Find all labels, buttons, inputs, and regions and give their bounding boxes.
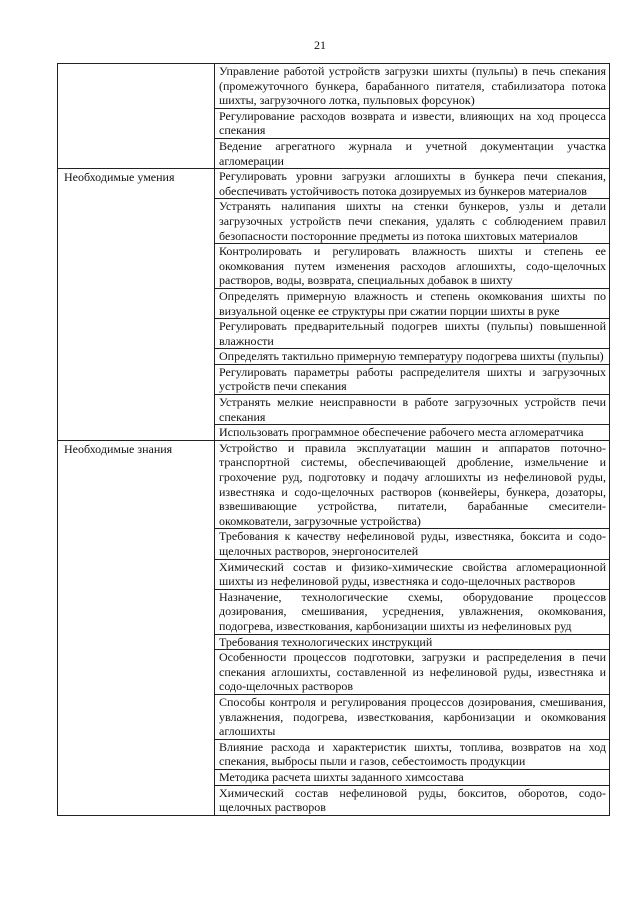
section-items-cell bbox=[215, 64, 610, 169]
list-item: Назначение, технологические схемы, оборудование процессов дозирования, смешивания, усреднения, увлажнения, окомкования, подогрева, известкования, карбонизации шихты из нефелиновых руд bbox=[215, 590, 609, 635]
list-item: Влияние расхода и характеристик шихты, топлива, возвратов на ход спекания, выбросы пыли и газов, себестоимость продукции bbox=[215, 740, 609, 770]
list-item: Регулировать предварительный подогрев шихты (пульпы) повышенной влажности bbox=[215, 319, 609, 349]
section-label: Необходимые умения bbox=[64, 170, 175, 185]
list-item: Требования к качеству нефелиновой руды, известняка, боксита и содо-щелочных растворов, энергоносителей bbox=[215, 529, 609, 559]
section-items-cell bbox=[215, 440, 610, 815]
list-item: Особенности процессов подготовки, загрузки и распределения в печи спекания аглошихты, составленной из нефелиновой руды, известняка и содо-щелочных растворов bbox=[215, 650, 609, 695]
section-items-cell bbox=[215, 169, 610, 441]
table-row bbox=[58, 440, 610, 815]
list-item: Требования технологических инструкций bbox=[215, 635, 609, 651]
list-item: Способы контроля и регулирования процессов дозирования, смешивания, увлажнения, подогрева, известкования, карбонизации и окомкования аглошихты bbox=[215, 695, 609, 740]
section-label-cell bbox=[58, 64, 215, 169]
list-item: Устранять налипания шихты на стенки бункеров, узлы и детали загрузочных устройств печи спекания, удалять с соблюдением правил безопасности посторонние предметы из потока шихтовых материалов bbox=[215, 199, 609, 244]
section-label-cell bbox=[58, 440, 215, 815]
list-item: Устранять мелкие неисправности в работе загрузочных устройств печи спекания bbox=[215, 395, 609, 425]
list-item: Контролировать и регулировать влажность шихты и степень ее окомкования путем изменения расходов аглошихты, содо-щелочных растворов, воды, возврата, специальных добавок в шихту bbox=[215, 244, 609, 289]
list-item: Химический состав и физико-химические свойства агломерационной шихты из нефелиновой руды, известняка и содо-щелочных растворов bbox=[215, 560, 609, 590]
table-row bbox=[58, 64, 610, 169]
qualification-table bbox=[57, 63, 610, 816]
list-item: Регулирование расходов возврата и извести, влияющих на ход процесса спекания bbox=[215, 109, 609, 139]
list-item: Ведение агрегатного журнала и учетной документации участка агломерации bbox=[219, 138, 606, 168]
list-item: Управление работой устройств загрузки шихты (пульпы) в печь спекания (промежуточного бункера, барабанного питателя, стабилизатора потока шихты, загрузочного лотка, пульповых форсунок) bbox=[215, 64, 609, 109]
section-label-cell bbox=[58, 169, 215, 441]
section-label: Необходимые знания bbox=[64, 441, 173, 456]
list-item: Определять примерную влажность и степень окомкования шихты по визуальной оценке ее структуры при сжатии порции шихты в руке bbox=[215, 289, 609, 319]
page-number: 21 bbox=[314, 38, 326, 52]
list-item: Устройство и правила эксплуатации машин и аппаратов поточно-транспортной системы, обеспечивающей дробление, измельчение и грохочение руд, подготовку и подачу аглошихты из нефелиновой руды, известняка и содо-щелочных растворов (конвейеры, бункера, дозаторы, взвешивающие устройства, питатели, барабанные смесители-окомкователи, загрузочные устройства) bbox=[215, 441, 609, 530]
list-item: Химический состав нефелиновой руды, бокситов, оборотов, содо-щелочных растворов bbox=[219, 785, 606, 815]
list-item: Регулировать параметры работы распределителя шихты и загрузочных устройств печи спекания bbox=[215, 365, 609, 395]
table-body bbox=[58, 64, 610, 816]
table-row bbox=[58, 169, 610, 441]
list-item: Использовать программное обеспечение рабочего места агломератчика bbox=[219, 425, 584, 440]
list-item: Определять тактильно примерную температуру подогрева шихты (пульпы) bbox=[215, 349, 609, 365]
list-item: Регулировать уровни загрузки аглошихты в бункера печи спекания, обеспечивать устойчивость потока дозируемых из бункеров материалов bbox=[215, 169, 609, 199]
list-item: Методика расчета шихты заданного химсостава bbox=[215, 770, 609, 786]
